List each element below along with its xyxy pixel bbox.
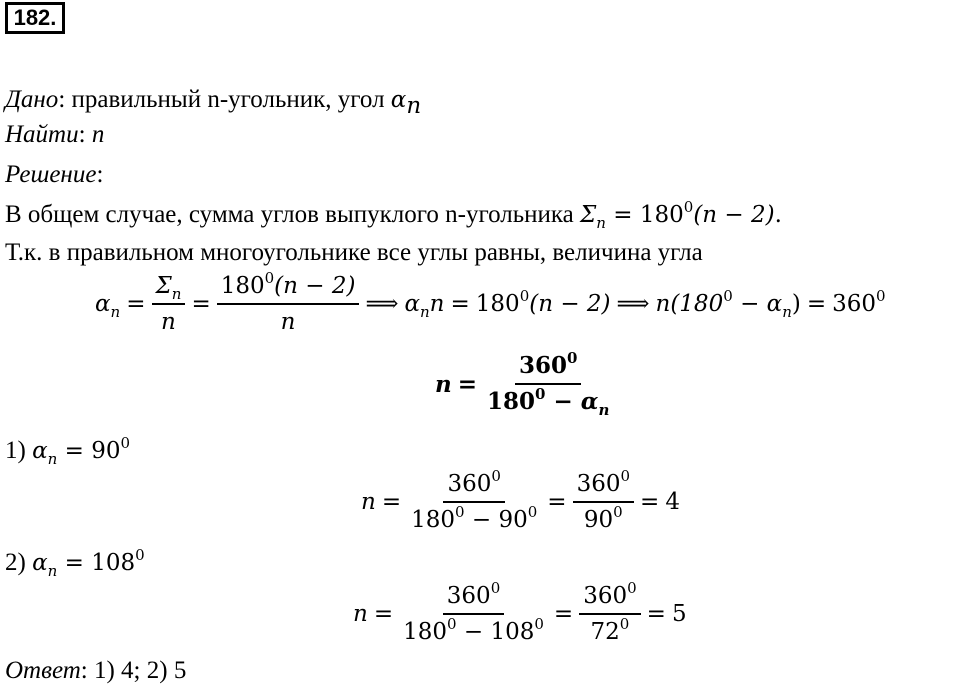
answer-line [5,656,186,686]
sum-over-n-fraction: $\frac{180^0(n - 2)}{n}$ [217,272,360,336]
answer-text: 1) 4; 2) 5 [93,657,187,684]
regular-line: Т.к. в правильном многоугольнике все углы равны, величина угла [5,239,703,266]
case-2-header: 2) $\alpha_n = 108^0$ [5,546,145,580]
given-line [5,85,422,119]
derivation-formula: $\alpha_n$ = $\frac{\Sigma_n}{n}$ = $\frac{180^0(n - 2)}{n}$ ⟹ $\alpha_nn$ = $180^0(n - 2)$ ⟹ $n(180^0 - \alpha_n)$ = $360^0$ [95,269,886,335]
find-line [5,120,104,150]
alpha-subscript: n [406,93,422,119]
given-label: Дано [5,86,59,113]
find-var: n [91,121,105,148]
answer-sep: : [80,657,88,684]
sigma-over-n-fraction: $\frac{\Sigma_n}{n}$ [152,272,186,336]
case-2-formula: n = $\frac{360^0}{180^0 - 108^0}$ = $\frac{360^0}{72^0}$ = 5 [353,579,687,645]
given-sep: : [58,86,66,113]
solution-line [5,160,103,190]
answer-label: Ответ [5,657,81,684]
given-text: правильный n-угольник, угол [71,86,385,113]
case-2-result: 5 [671,601,687,627]
solution-sep: : [96,161,104,188]
general-sum-text: В общем случае, сумма углов выпуклого n-угольника [5,201,574,228]
problem-number-badge: 182. [5,2,65,34]
case-1-header: 1) $\alpha_n = 90^0$ [5,434,131,468]
find-label: Найти [5,121,79,148]
alpha-symbol: α [390,87,407,113]
general-n-formula: n = $\frac{360^0}{180^0 - \alpha_n}$ [435,349,610,419]
general-sum-line [5,200,782,230]
find-sep: : [78,121,86,148]
solution-label: Решение [5,161,97,188]
sum-formula: $\Sigma_n = 180^0(n - 2)$. [580,198,782,232]
case-1-formula: n = $\frac{360^0}{180^0 - 90^0}$ = $\frac{360^0}{90^0}$ = 4 [361,467,680,533]
case-1-result: 4 [665,489,680,515]
